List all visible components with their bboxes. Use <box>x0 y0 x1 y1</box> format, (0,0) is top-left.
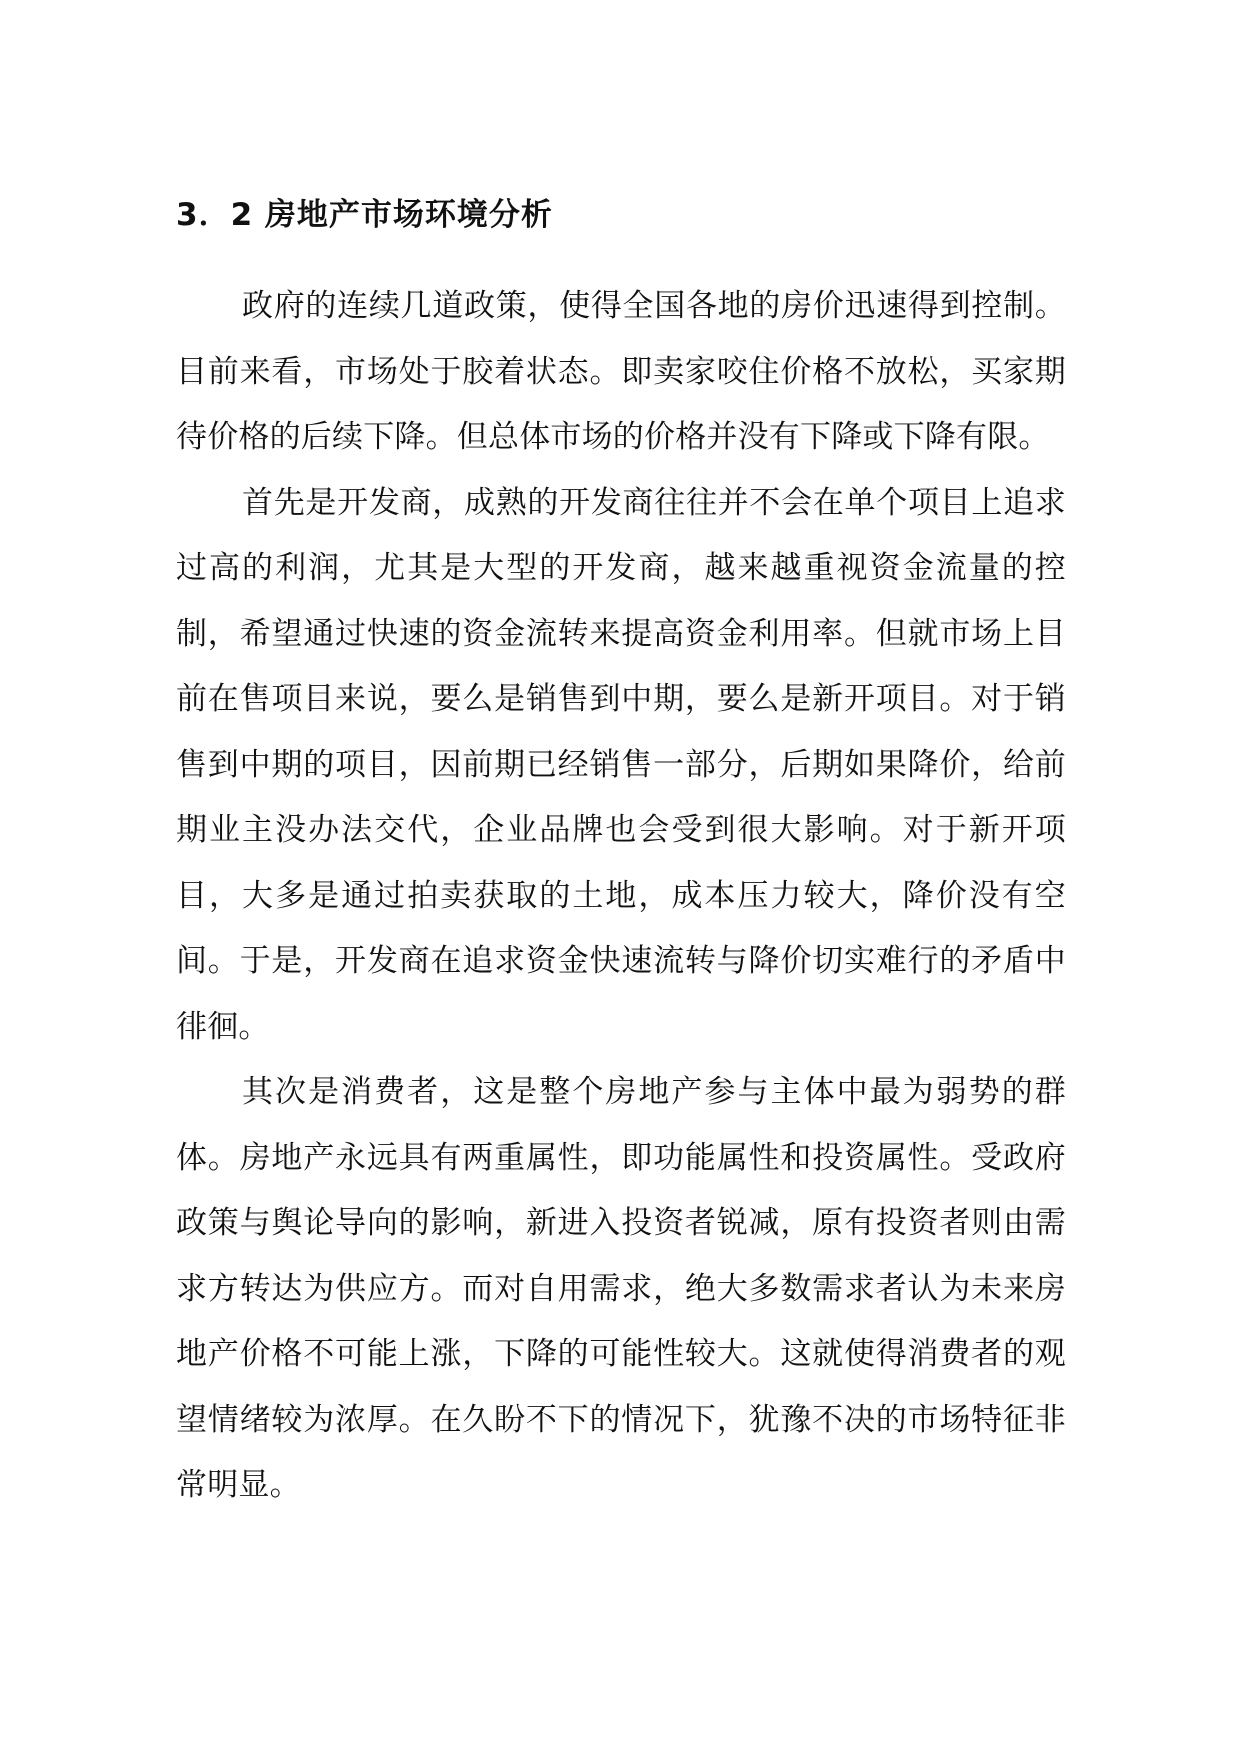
section-title: 3．2 房地产市场环境分析 <box>176 197 553 233</box>
paragraph-developers: 首先是开发商，成熟的开发商往往并不会在单个项目上追求过高的利润，尤其是大型的开发商，越来越重视资金流量的控制，希望通过快速的资金流转来提高资金利用率。但就市场上目前在售项目来说，要么是销售到中期，要么是新开项目。对于销售到中期的项目，因前期已经销售一部分，后期如果降价，给前期业主没办法交代，企业品牌也会受到很大影响。对于新开项目，大多是通过拍卖获取的土地，成本压力较大，降价没有空间。于是，开发商在追求资金快速流转与降价切实难行的矛盾中徘徊。 <box>176 484 1066 1045</box>
document-content <box>176 188 1066 1519</box>
paragraph-policy-impact: 政府的连续几道政策，使得全国各地的房价迅速得到控制。目前来看，市场处于胶着状态。即卖家咬住价格不放松，买家期待价格的后续下降。但总体市场的价格并没有下降或下降有限。 <box>176 288 1066 455</box>
paragraph-consumers: 其次是消费者，这是整个房地产参与主体中最为弱势的群体。房地产永远具有两重属性，即功能属性和投资属性。受政府政策与舆论导向的影响，新进入投资者锐减，原有投资者则由需求方转达为供应方。而对自用需求，绝大多数需求者认为未来房地产价格不可能上涨，下降的可能性较大。这就使得消费者的观望情绪较为浓厚。在久盼不下的情况下，犹豫不决的市场特征非常明显。 <box>176 1074 1066 1503</box>
